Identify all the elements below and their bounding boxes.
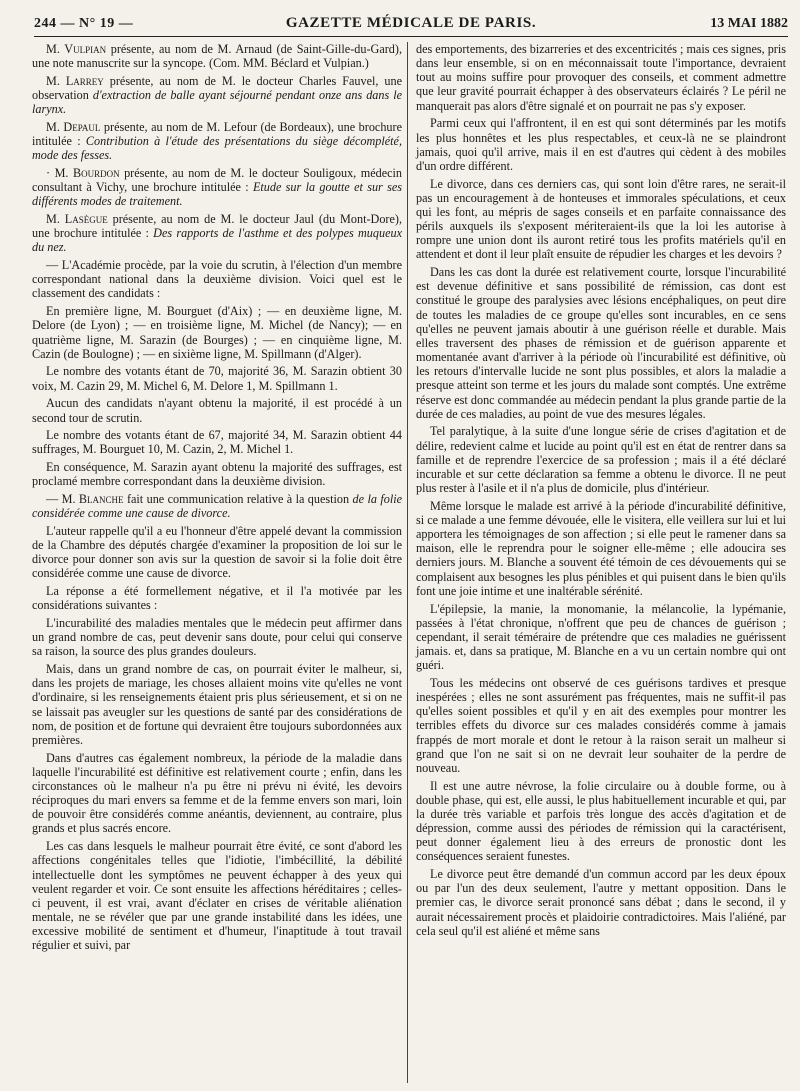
paragraph-text: Même lorsque le malade est arrivé à la période d'incurabilité définitive, si ce malade a une femme dévouée, elle le visitera, elle veillera sur lui et lui apportera les témoignages de son affection ; si elle peut le ramener dans sa maison, elle le reprendra pour le soigner elle-même ; elle adoucira ses derniers jours. M. Blanche a souvent été témoin de ces dévouements qui se complaisent aux besognes les plus pénibles et qui puisent dans le bien qu'ils font une joie intime et une inaltérable sérénité. — [416, 498, 786, 598]
paragraph-text: · — [46, 166, 55, 181]
paragraph-text: Dans d'autres cas également nombreux, la période de la maladie dans laquelle l'incurabilité est définitive est relativement courte ; enfin, dans les circonstances où le malheur n'a pu être ni prévu ni évité, les devoirs réciproques du mari envers sa femme et de la femme envers son mari, loin de pouvoir être considérés comme anéantis, deviennent, au contraire, plus grands et plus sacrés encore. — [32, 750, 402, 836]
left-column-paragraph — [32, 42, 402, 70]
page-number: 244 — N° 19 — — [34, 16, 134, 31]
paragraph-text: — — [46, 258, 62, 273]
left-column-paragraph — [32, 166, 402, 208]
left-column-paragraph — [32, 258, 402, 300]
paragraph-text: — — [46, 492, 62, 507]
left-column-paragraph — [32, 120, 402, 162]
right-column-paragraph — [416, 867, 786, 938]
right-column — [416, 42, 786, 941]
column-divider — [407, 42, 408, 1083]
paragraph-text: Le nombre des votants étant de 67, majorité 34, M. Sarazin obtient 44 suffrages, M. Bourguet 10, M. Cazin, 2, M. Michel 1. — [32, 428, 402, 457]
paragraph-text: L'incurabilité des maladies mentales que le médecin peut affirmer dans un grand nombre de cas, peut devenir sans doute, pour celui qui conserve sa raison, la source des plus grandes douleurs. — [32, 616, 402, 659]
left-column-paragraph — [32, 492, 402, 520]
paragraph-text: Dans les cas dont la durée est relativement courte, lorsque l'incurabilité est devenue définitive et sans possibilité de rémission, cas dont est constitué le groupe des paralysies avec lésions encéphaliques, on peut dire de toutes les maladies de ce groupe qu'elles sont incurables, en ce sens qu'elles ne peuvent jamais aboutir à une guérison réelle et durable. Mais elles traversent des phases de rémission et de guérison apparente et momentanée avant d'arriver à la période où l'incurabilité est définitive, où les retours d'intervalle lucide ne sont plus possibles, et alors la maladie a presque atteint son terme et les jours du malade sont comptés. Une extrême réserve est donc commandée au médecin pendant la plus grande partie de la durée de ces maladies, au point de vue des mesures légales. — [416, 265, 786, 421]
paragraph-text: présente, au nom de M. le docteur Charles Fauvel, une observation — [32, 73, 402, 103]
left-column-paragraph — [32, 616, 402, 658]
left-column-paragraph — [32, 584, 402, 612]
speaker-name: M. Vulpian — [46, 42, 107, 56]
paragraph-text: présente, au nom de M. Arnaud (de Saint-Gille-du-Gard), une note manuscrite sur la syncope. (Com. MM. Béclard et Vulpian.) — [32, 42, 402, 71]
work-title: de la folie considérée comme une cause de divorce. — [32, 492, 402, 521]
paragraph-text: fait une communication relative à la question — [123, 492, 353, 507]
right-column-paragraph — [416, 676, 786, 775]
left-column-paragraph — [32, 662, 402, 747]
speaker-name: M. Lasègue — [46, 212, 108, 227]
speaker-name: M. Blanche — [61, 492, 124, 507]
right-column-paragraph — [416, 602, 786, 673]
page-header — [34, 14, 788, 37]
right-column-paragraph — [416, 779, 786, 864]
paragraph-text: présente, au nom de M. Lefour (de Bordeaux), une brochure intitulée : — [32, 119, 402, 149]
right-column-paragraph — [416, 424, 786, 495]
work-title: Des rapports de l'asthme et des polypes muqueux du nez. — [32, 226, 402, 255]
paragraph-text: Les cas dans lesquels le malheur pourrait être évité, ce sont d'abord les affections congénitales telles que l'idiotie, l'imbécillité, la débilité intellectuelle dont les symptômes ne peuvent échapper à des yeux qui veulent regarder et voir. Ce sont ensuite les affections héréditaires ; celles-ci peuvent, il est vrai, avant d'éclater en crises de véritable aliénation mentale, ne se révéler que par une grande instabilité dans les idées, une excessive mobilité de sentiment et d'humeur, l'inaptitude à tout travail régulier et suivi, par — [32, 839, 402, 953]
left-column-paragraph — [32, 396, 402, 424]
left-column-paragraph — [32, 839, 402, 952]
right-column-paragraph — [416, 265, 786, 421]
left-column-paragraph — [32, 304, 402, 361]
paragraph-text: La réponse a été formellement négative, et il l'a motivée par les considérations suivantes : — [32, 584, 402, 613]
paragraph-text: Tous les médecins ont observé de ces guérisons tardives et presque inespérées ; elles ne sont assurément pas fréquentes, mais ne suffit-il pas qu'elles soient possibles et qu'il y en ait des exemples pour montrer les terribles effets du divorce sur ces malades considérés comme à jamais frappés de mort morale et dont le retour à la raison serait un malheur si grand que l'on ne sait si on ne devrait leur souhaiter de la perdre de nouveau. — [416, 675, 786, 775]
paragraph-text: En première ligne, M. Bourguet (d'Aix) ; — en deuxième ligne, M. Delore (de Lyon) ; — en troisième ligne, M. Michel (de Nancy); — en quatrième ligne, M. Sarazin (de Bourges) ; — en cinquième ligne, M. Cazin (de Boulogne) ; — en sixième ligne, M. Spillmann (d'Alger). — [32, 304, 402, 361]
paragraph-text: L'auteur rappelle qu'il a eu l'honneur d'être appelé devant la commission de la Chambre des députés chargée d'examiner la proposition de loi sur le divorce pour donner son avis sur la question de savoir si la folie doit être considérée comme une cause de divorce. — [32, 523, 402, 581]
right-column-paragraph — [416, 177, 786, 262]
paragraph-text: Le divorce peut être demandé d'un commun accord par les deux époux ou par l'un des deux seulement, l'autre y mettant opposition. Dans le premier cas, le divorce serait prononcé sans débat ; dans le second, il y aurait nécessairement procès et plaidoirie contradictoires. Mais l'aliéné, par cela seul qu'il est aliéné et même sans — [416, 867, 786, 938]
work-title: Contribution à l'étude des présentations du siège décomplété, mode des fesses. — [32, 134, 402, 163]
left-column-paragraph — [32, 74, 402, 116]
left-column-paragraph — [32, 751, 402, 836]
paragraph-text: Parmi ceux qui l'affrontent, il en est qui sont déterminés par les motifs les plus honnêtes et les plus respectables, et ceux-là ne se plaindront jamais, quoi qu'il arrive, mais il en est d'autres qui cèdent à des mobiles d'un ordre différent. — [416, 116, 786, 173]
left-column-paragraph — [32, 364, 402, 392]
work-title: d'extraction de balle ayant séjourné pendant onze ans dans le larynx. — [32, 88, 402, 117]
left-column — [32, 42, 402, 956]
paragraph-text: L'Académie procède, par la voie du scrutin, à l'élection d'un membre correspondant national dans la deuxième division. Voici quel est le classement des candidats : — [32, 258, 403, 301]
paragraph-text: des emportements, des bizarreries et des excentricités ; mais ces signes, pris dans leur ensemble, si on en méconnaissait toute l'importance, devraient tout au moins suffire pour provoquer des conseils, et comment admettre que leur gravité pourrait échapper à des observateurs éclairés ? Le péril ne manquerait pas alors d'être signalé et on pourrait ne pas s'y exposer. — [416, 42, 786, 113]
paragraph-text: L'épilepsie, la manie, la monomanie, la mélancolie, la lypémanie, passées à l'état chronique, n'offrent que peu de chances de guérison ; cependant, il serait téméraire de prétendre que ces maladies ne guérissent jamais. et, dans sa pratique, M. Blanche en a vu un certain nombre qui ont guéri. — [416, 601, 786, 673]
paragraph-text: présente, au nom de M. le docteur Souligoux, médecin consultant à Vichy, une brochure intitulée : — [32, 166, 403, 195]
work-title: Etude sur la goutte et sur ses différents modes de traitement. — [32, 180, 402, 209]
left-column-paragraph — [32, 524, 402, 581]
paragraph-text: Tel paralytique, à la suite d'une longue série de crises d'agitation et de délire, redevient calme et lucide au point qu'il est en état de rentrer dans sa famille et de reprendre l'exercice de sa profession ; mais il a été déclaré incurable et sur cette déclaration sa femme a obtenu le divorce. Il ne peut plus rester à l'asile et il n'a plus de domicile, plus d'intérieur. — [416, 424, 786, 496]
right-column-paragraph — [416, 42, 786, 113]
left-column-paragraph — [32, 428, 402, 456]
paragraph-text: Aucun des candidats n'ayant obtenu la majorité, il est procédé à un second tour de scrutin. — [32, 396, 402, 425]
paragraph-text: Mais, dans un grand nombre de cas, on pourrait éviter le malheur, si, dans les projets de mariage, les choses allaient moins vite qu'elles ne vont d'ordinaire, si les renseignements étaient pris plus sérieusement, et si on ne se laissait pas aveugler sur les questions de santé par des considérations de nom, de position et de fortune qui devraient être toujours subordonnées aux premières. — [32, 662, 402, 747]
paragraph-text: Il est une autre névrose, la folie circulaire ou à double forme, ou à double phase, qui est, elle aussi, le plus habituellement incurable et qui, par la durée très variable et parfois très longue des accès d'agitation et de dépression, comme aussi des périodes de rémission qui la caractérisent, peut donner également lieu à des erreurs de pronostic dont les conséquences seraient funestes. — [416, 778, 786, 864]
journal-title: GAZETTE MÉDICALE DE PARIS. — [285, 15, 537, 31]
paragraph-text: Le divorce, dans ces derniers cas, qui sont loin d'être rares, ne serait-il pas un encouragement à de honteuses et immorales spéculations, et ceux qui les font, au mépris de sages conseils et en parfaite connaissance des périls auxquels ils s'exposent mériteraient-ils que la loi les autorise à rompre une union dont ils auront retiré tous les profits matériels qu'il en attendent et dont il leur plaît ensuite de répudier les charges et les devoirs ? — [416, 176, 786, 262]
paragraph-text: Le nombre des votants étant de 70, majorité 36, M. Sarazin obtient 30 voix, M. Cazin 29, M. Michel 6, M. Delore 1, M. Spillmann 1. — [32, 364, 402, 393]
right-column-paragraph — [416, 499, 786, 598]
speaker-name: M. Larrey — [46, 73, 104, 88]
left-column-paragraph — [32, 460, 402, 488]
paragraph-text: En conséquence, M. Sarazin ayant obtenu la majorité des suffrages, est proclamé membre correspondant dans la deuxième division. — [32, 460, 402, 489]
right-column-paragraph — [416, 116, 786, 173]
speaker-name: M. Depaul — [46, 119, 101, 134]
paragraph-text: présente, au nom de M. le docteur Jaul (du Mont-Dore), une brochure intitulée : — [32, 212, 402, 241]
issue-date: 13 MAI 1882 — [710, 16, 788, 31]
left-column-paragraph — [32, 212, 402, 254]
speaker-name: M. Bourdon — [54, 166, 120, 181]
